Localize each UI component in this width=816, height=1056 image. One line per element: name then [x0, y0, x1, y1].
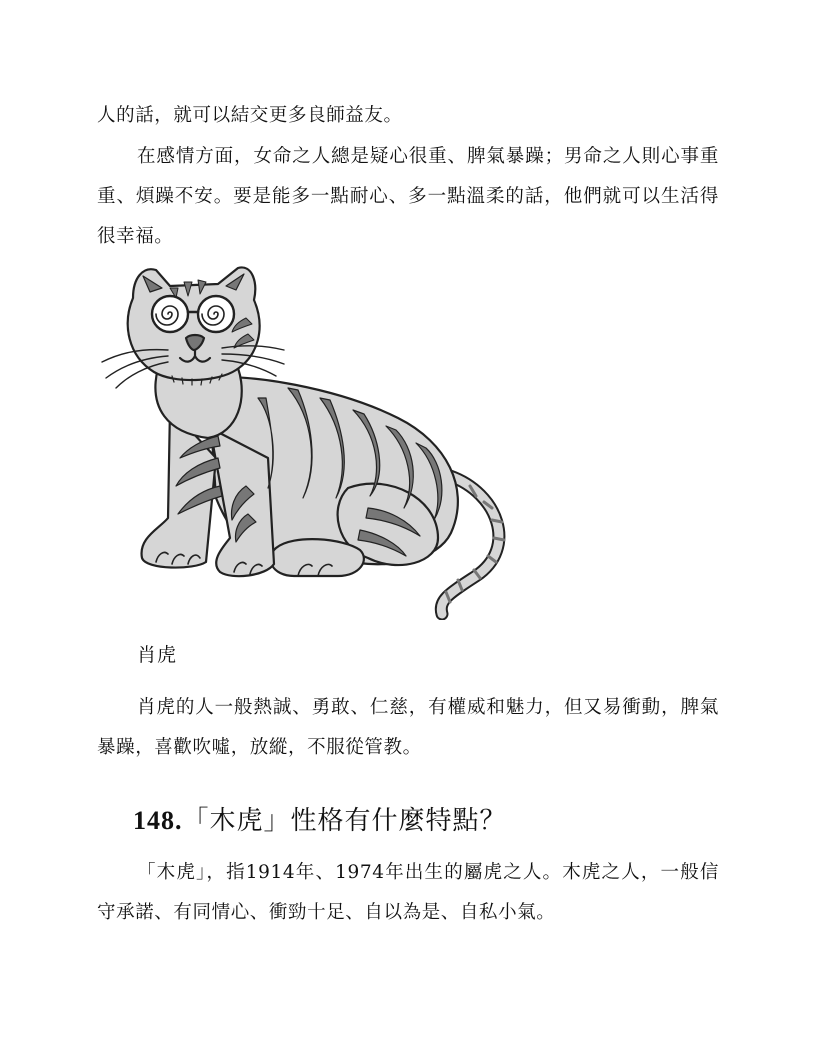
paragraph-wood-tiger: 「木虎」，指1914年、1974年出生的屬虎之人。木虎之人，一般信守承諾、有同情心、衝勁十足、自以為是、自私小氣。	[97, 862, 719, 923]
section-number: 148.	[133, 806, 183, 835]
section-heading	[133, 800, 507, 837]
paragraph-tiger-traits: 肖虎的人一般熱誠、勇敢、仁慈，有權威和魅力，但又易衝動，脾氣暴躁，喜歡吹噓，放縱，不服從管教。	[97, 697, 719, 758]
tiger-illustration-icon	[98, 258, 518, 620]
figure-caption: 肖虎	[137, 644, 178, 666]
section-title: 「木虎」性格有什麼特點？	[182, 806, 507, 836]
paragraph-intro-continuation: 人的話，就可以結交更多良師益友。	[97, 105, 403, 126]
paragraph-relationships: 在感情方面，女命之人總是疑心很重、脾氣暴躁；男命之人則心事重重、煩躁不安。要是能多一點耐心、多一點溫柔的話，他們就可以生活得很幸福。	[97, 146, 719, 247]
